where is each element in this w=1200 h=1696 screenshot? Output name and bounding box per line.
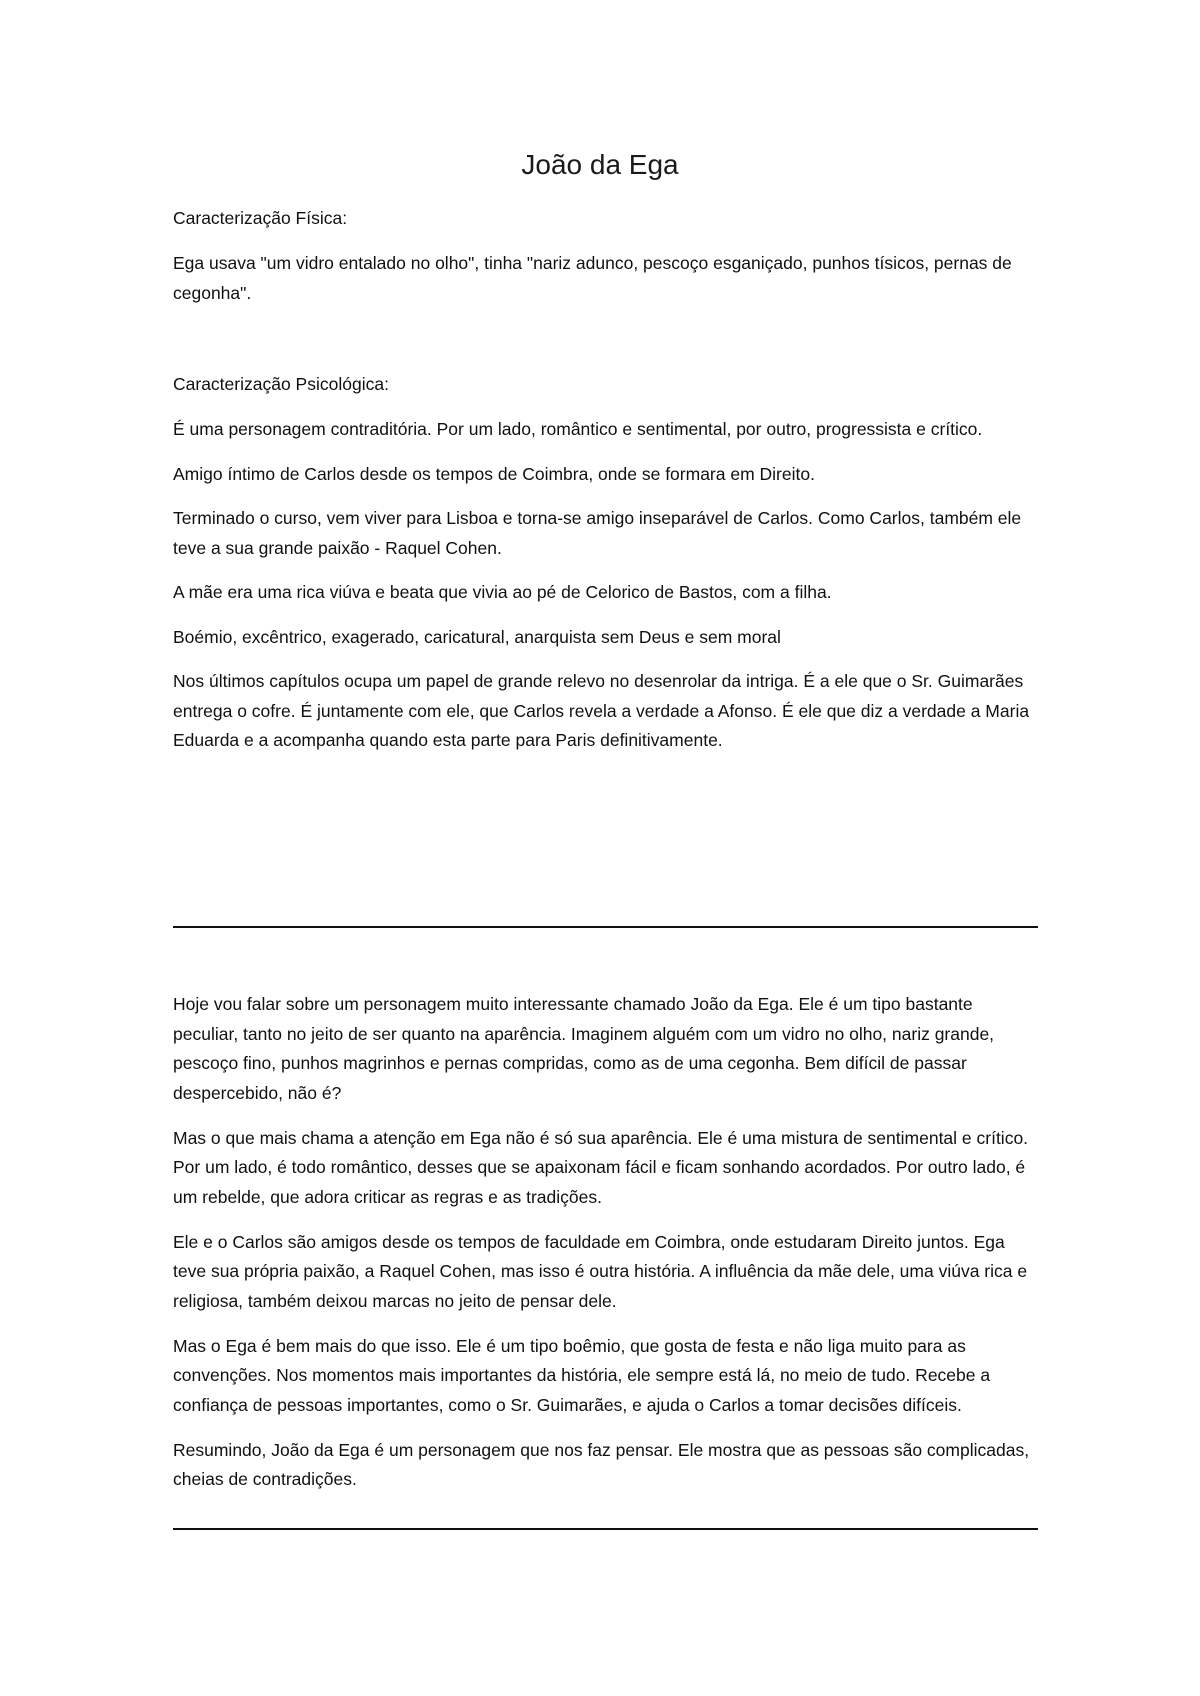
physical-section bbox=[173, 204, 1038, 308]
physical-text: Ega usava "um vidro entalado no olho", tinha "nariz adunco, pescoço esganiçado, punhos tísicos, pernas de cegonha". bbox=[173, 253, 1012, 303]
psychological-section bbox=[173, 370, 1038, 771]
psychological-paragraph: Terminado o curso, vem viver para Lisboa e torna-se amigo inseparável de Carlos. Como Carlos, também ele teve a sua grande paixão - Raquel Cohen. bbox=[173, 508, 1022, 558]
physical-heading: Caracterização Física: bbox=[173, 208, 348, 228]
psychological-paragraph: Boémio, excêntrico, exagerado, caricatural, anarquista sem Deus e sem moral bbox=[173, 626, 781, 647]
summary-paragraph: Hoje vou falar sobre um personagem muito interessante chamado João da Ega. Ele é um tipo bastante peculiar, tanto no jeito de ser quanto na aparência. Imaginem alguém com um vidro no olho, nariz grande, pescoço fino, punhos magrinhos e pernas compridas, como as de uma cegonha. Bem difícil de passar despercebido, não é? bbox=[173, 994, 995, 1103]
summary-paragraph: Resumindo, João da Ega é um personagem que nos faz pensar. Ele mostra que as pessoas são complicadas, cheias de contradições. bbox=[173, 1439, 1030, 1489]
document-title: João da Ega bbox=[521, 149, 679, 180]
psychological-paragraph: Nos últimos capítulos ocupa um papel de grande relevo no desenrolar da intriga. É a ele que o Sr. Guimarães entrega o cofre. É juntamente com ele, que Carlos revela a verdade a Afonso. É ele que diz a verdade a Maria Eduarda e a acompanha quando esta parte para Paris definitivamente. bbox=[173, 671, 1030, 750]
psychological-paragraph: A mãe era uma rica viúva e beata que vivia ao pé de Celorico de Bastos, com a filha. bbox=[173, 582, 832, 602]
psychological-paragraph: Amigo íntimo de Carlos desde os tempos de Coimbra, onde se formara em Direito. bbox=[173, 463, 815, 484]
horizontal-divider bbox=[173, 1528, 1038, 1530]
summary-section bbox=[173, 990, 1038, 1510]
summary-paragraph: Ele e o Carlos são amigos desde os tempos de faculdade em Coimbra, onde estudaram Direito juntos. Ega teve sua própria paixão, a Raquel Cohen, mas isso é outra história. A influência da mãe dele, uma viúva rica e religiosa, também deixou marcas no jeito de pensar dele. bbox=[173, 1231, 1028, 1311]
psychological-heading: Caracterização Psicológica: bbox=[173, 374, 389, 394]
summary-paragraph: Mas o Ega é bem mais do que isso. Ele é um tipo boêmio, que gosta de festa e não liga muito para as convenções. Nos momentos mais importantes da história, ele sempre está lá, no meio de tudo. Recebe a confiança de pessoas importantes, como o Sr. Guimarães, e ajuda o Carlos a tomar decisões difíceis. bbox=[173, 1335, 991, 1415]
psychological-paragraph: É uma personagem contraditória. Por um lado, romântico e sentimental, por outro, progressista e crítico. bbox=[173, 419, 983, 439]
summary-paragraph: Mas o que mais chama a atenção em Ega não é só sua aparência. Ele é uma mistura de sentimental e crítico. Por um lado, é todo romântico, desses que se apaixonam fácil e ficam sonhando acordados. Por outro lado, é um rebelde, que adora criticar as regras e as tradições. bbox=[173, 1127, 1029, 1207]
horizontal-divider bbox=[173, 926, 1038, 928]
